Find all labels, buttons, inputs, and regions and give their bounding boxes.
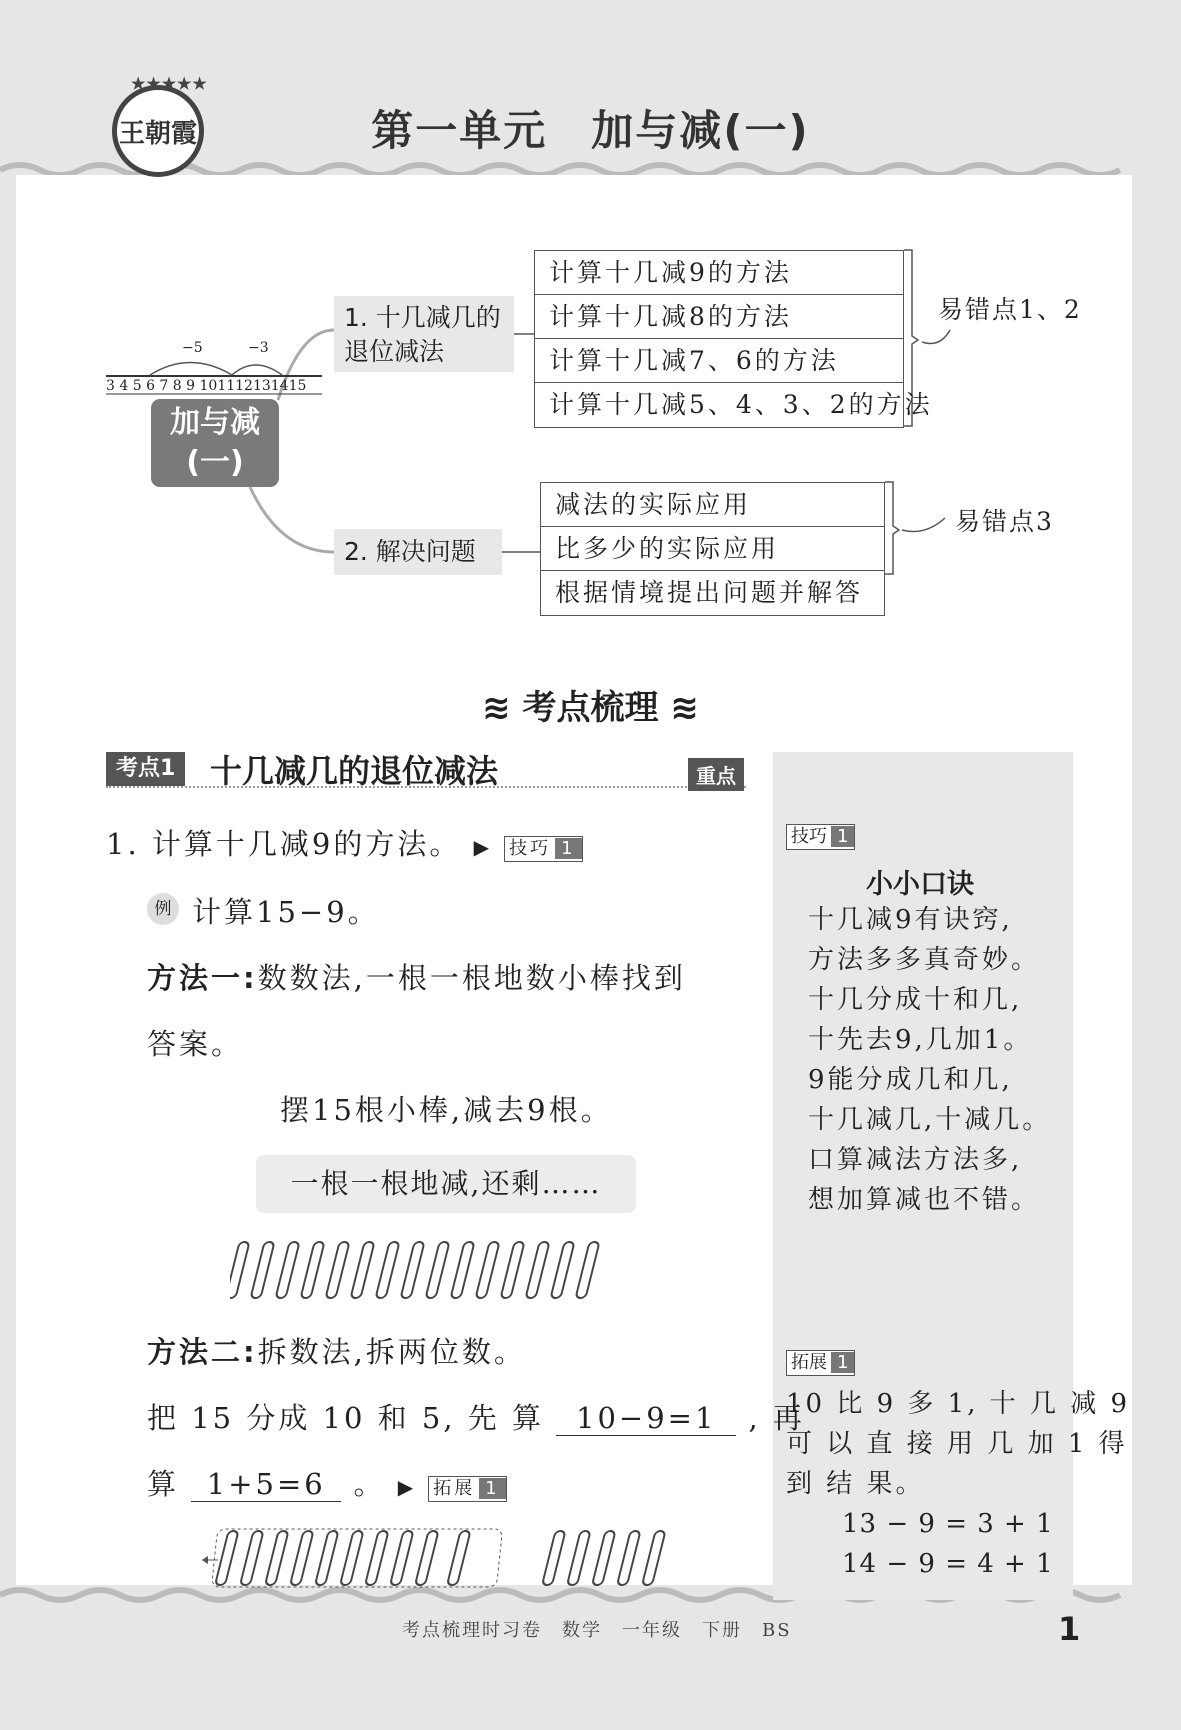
answer-blank-1[interactable]: 10−9=1 xyxy=(556,1401,736,1436)
poem-line: 9能分成几和几, xyxy=(808,1065,1013,1095)
poem-line: 口算减法方法多, xyxy=(808,1145,1023,1175)
error-point-3: 易错点3 xyxy=(955,507,1054,536)
method-2-line: 把 15 分成 10 和 5, 先 算 10−9=1 , 再 xyxy=(147,1401,805,1435)
ext-text: 10 比 9 多 1, 十 几 减 9 xyxy=(786,1389,1131,1419)
leaf: 计算十几减7、6的方法 xyxy=(535,339,903,383)
example-badge: 例 xyxy=(147,893,179,925)
branch-2-leaves xyxy=(540,482,885,616)
footer-text: 考点梳理时习卷 数学 一年级 下册 BS xyxy=(402,1620,792,1641)
ext-equation: 14 − 9 = 4 + 1 xyxy=(842,1549,1054,1579)
key-badge: 重点 xyxy=(688,758,744,791)
error-point-1: 易错点1、2 xyxy=(938,295,1082,324)
jump-minus5-label: −5 xyxy=(182,340,203,356)
tip-ref[interactable]: 技巧 1 xyxy=(504,836,582,862)
jump-minus3-label: −3 xyxy=(248,340,269,356)
page-number: 1 xyxy=(1058,1610,1081,1648)
leaf: 比多少的实际应用 xyxy=(541,527,884,571)
section-heading: ≋ 考点梳理 ≋ xyxy=(482,688,699,728)
page-title: 第一单元 加与减(一) xyxy=(371,106,810,155)
hint-bubble: 一根一根地减,还剩…… xyxy=(256,1155,636,1213)
leaf: 计算十几减8的方法 xyxy=(535,295,903,339)
sticks-row xyxy=(230,1240,670,1304)
poem-line: 十几减几,十减几。 xyxy=(808,1105,1052,1135)
leaf: 计算十几减9的方法 xyxy=(535,251,903,295)
ext-text: 可 以 直 接 用 几 加 1 得 xyxy=(786,1429,1128,1459)
arrow-icon: ▶ xyxy=(397,1475,417,1499)
mindmap-center: 加与减 (一) xyxy=(151,399,279,487)
method-2: 方法二:拆数法,拆两位数。 xyxy=(147,1335,526,1369)
method-1: 方法一:数数法,一根一根地数小棒找到 xyxy=(147,961,686,995)
item-1: 1. 计算十几减9的方法。 ▶ 技巧 1 xyxy=(106,822,583,863)
point-tag: 考点1 xyxy=(106,752,185,786)
logo-text: 王朝霞 xyxy=(118,118,197,149)
arrow-icon: ▶ xyxy=(473,835,492,859)
ext-ref[interactable]: 拓展 1 xyxy=(428,1476,506,1502)
divider xyxy=(106,786,746,788)
poem-line: 十几减9有诀窍, xyxy=(808,905,1013,935)
leaf: 根据情境提出问题并解答 xyxy=(555,578,864,607)
method-1-cont: 答案。 xyxy=(147,1027,244,1061)
logo-stars-icon: ★★★★★ xyxy=(131,74,208,93)
point-title: 十几减几的退位减法 xyxy=(210,752,499,790)
branch-1-leaves xyxy=(534,250,933,428)
poem-title: 小小口诀 xyxy=(866,869,974,900)
ext-tag: 拓展 1 xyxy=(786,1350,855,1376)
mindmap-branch-2: 2. 解决问题 xyxy=(334,529,502,575)
poem-line: 想加算减也不错。 xyxy=(808,1185,1041,1215)
method-1-line: 摆15根小棒,减去9根。 xyxy=(280,1093,613,1127)
poem-line: 方法多多真奇妙。 xyxy=(808,945,1041,975)
mindmap-branch-1: 1. 十几减几的 退位减法 xyxy=(334,296,514,372)
answer-blank-2[interactable]: 1+5=6 xyxy=(191,1467,341,1502)
wave-icon: ≋ xyxy=(658,688,699,728)
ext-equation: 13 − 9 = 3 + 1 xyxy=(842,1509,1054,1539)
example-text: 计算15−9。 xyxy=(192,895,380,929)
leaf: 计算十几减5、4、3、2的方法 xyxy=(549,390,933,419)
poem-line: 十几分成十和几, xyxy=(808,985,1023,1015)
leaf: 减法的实际应用 xyxy=(541,483,884,527)
sticks-split xyxy=(200,1525,700,1595)
method-2-line2: 算 1+5=6 。 ▶ 拓展 1 xyxy=(147,1462,507,1503)
tip-tag: 技巧 1 xyxy=(786,824,855,850)
number-line: 3 4 5 6 7 8 9 101112131415 xyxy=(106,378,307,394)
ext-text: 到 结 果。 xyxy=(786,1469,925,1499)
poem-line: 十先去9,几加1。 xyxy=(808,1025,1033,1055)
wave-icon: ≋ xyxy=(482,688,523,728)
